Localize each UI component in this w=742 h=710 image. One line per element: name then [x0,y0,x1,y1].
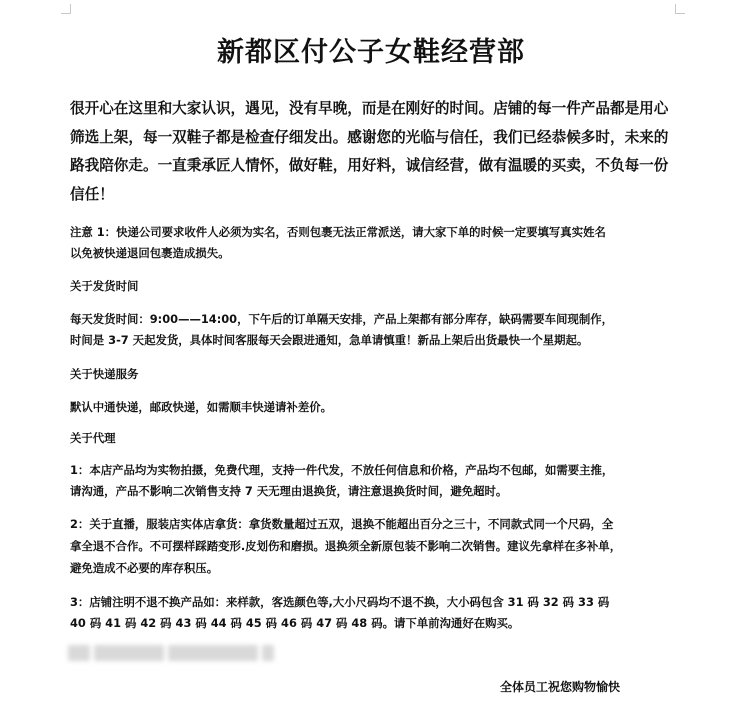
agency-item-2-line-2: 拿全退不合作。不可摆样踩踏变形.皮划伤和磨损。退换须全新原包装不影响二次销售。建议先拿样在多补单， [70,539,622,553]
agency-heading: 关于代理 [70,431,116,445]
redacted-block [262,645,274,661]
agency-item-2-line-1: 2：关于直播，服装店实体店拿货：拿货数量超过五双，退换不能超出百分之三十，不同款式同一个尺码，全 [70,517,614,531]
shipping-line-1: 每天发货时间：9:00——14:00，下午后的订单隔天安排，产品上架都有部分库存，缺码需要车间现制作， [70,312,613,326]
agency-item-1-line-1: 1：本店产品均为实物拍摄，免费代理，支持一件代发，不放任何信息和价格，产品均不包邮，如需要主推， [70,463,614,477]
shipping-heading: 关于发货时间 [70,279,139,293]
footer-greeting: 全体员工祝您购物愉快 [500,680,621,694]
shipping-line-2: 时间是 3-7 天起发货，具体时间客服每天会跟进通知，急单请慎重！新品上架后出货最快一个星期起。 [70,333,589,347]
agency-item-3-line-2: 40 码 41 码 42 码 43 码 44 码 45 码 46 码 47 码 48 码。请下单前沟通好在购买。 [70,616,520,630]
page-corner-mark-right [675,4,685,14]
agency-item-3-line-1: 3：店铺注明不退不换产品如：来样款，客选颜色等,大小尺码均不退不换，大小码包含 31 码 32 码 33 码 [70,595,610,609]
intro-paragraph: 很开心在这里和大家认识，遇见，没有早晚，而是在刚好的时间。店铺的每一件产品都是用心筛选上架，每一双鞋子都是检查仔细发出。感谢您的光临与信任，我们已经恭候多时，未来的路我陪你走。一直秉承匠人情怀，做好鞋，用好料，诚信经营，做有温暖的买卖，不负每一份信任！ [70,100,669,203]
note-1-line-2: 以免被快递退回包裹造成损失。 [70,246,230,260]
courier-text: 默认中通快递，邮政快递，如需顺丰快递请补差价。 [70,400,332,414]
note-1-line-1: 注意 1：快递公司要求收件人必须为实名，否则包裹无法正常派送，请大家下单的时候一定要填写真实姓名 [70,225,606,239]
agency-item-2-line-3: 避免造成不必要的库存积压。 [70,561,219,575]
redacted-contact-info [68,645,274,661]
redacted-block [168,645,258,661]
redacted-block [94,645,164,661]
page-corner-mark-left [61,4,71,14]
redacted-block [68,645,90,661]
page-title: 新都区付公子女鞋经营部 [217,37,525,68]
courier-heading: 关于快递服务 [70,367,139,381]
agency-item-1-line-2: 请沟通，产品不影响二次销售支持 7 天无理由退换货，请注意退换货时间，避免超时。 [70,484,508,498]
